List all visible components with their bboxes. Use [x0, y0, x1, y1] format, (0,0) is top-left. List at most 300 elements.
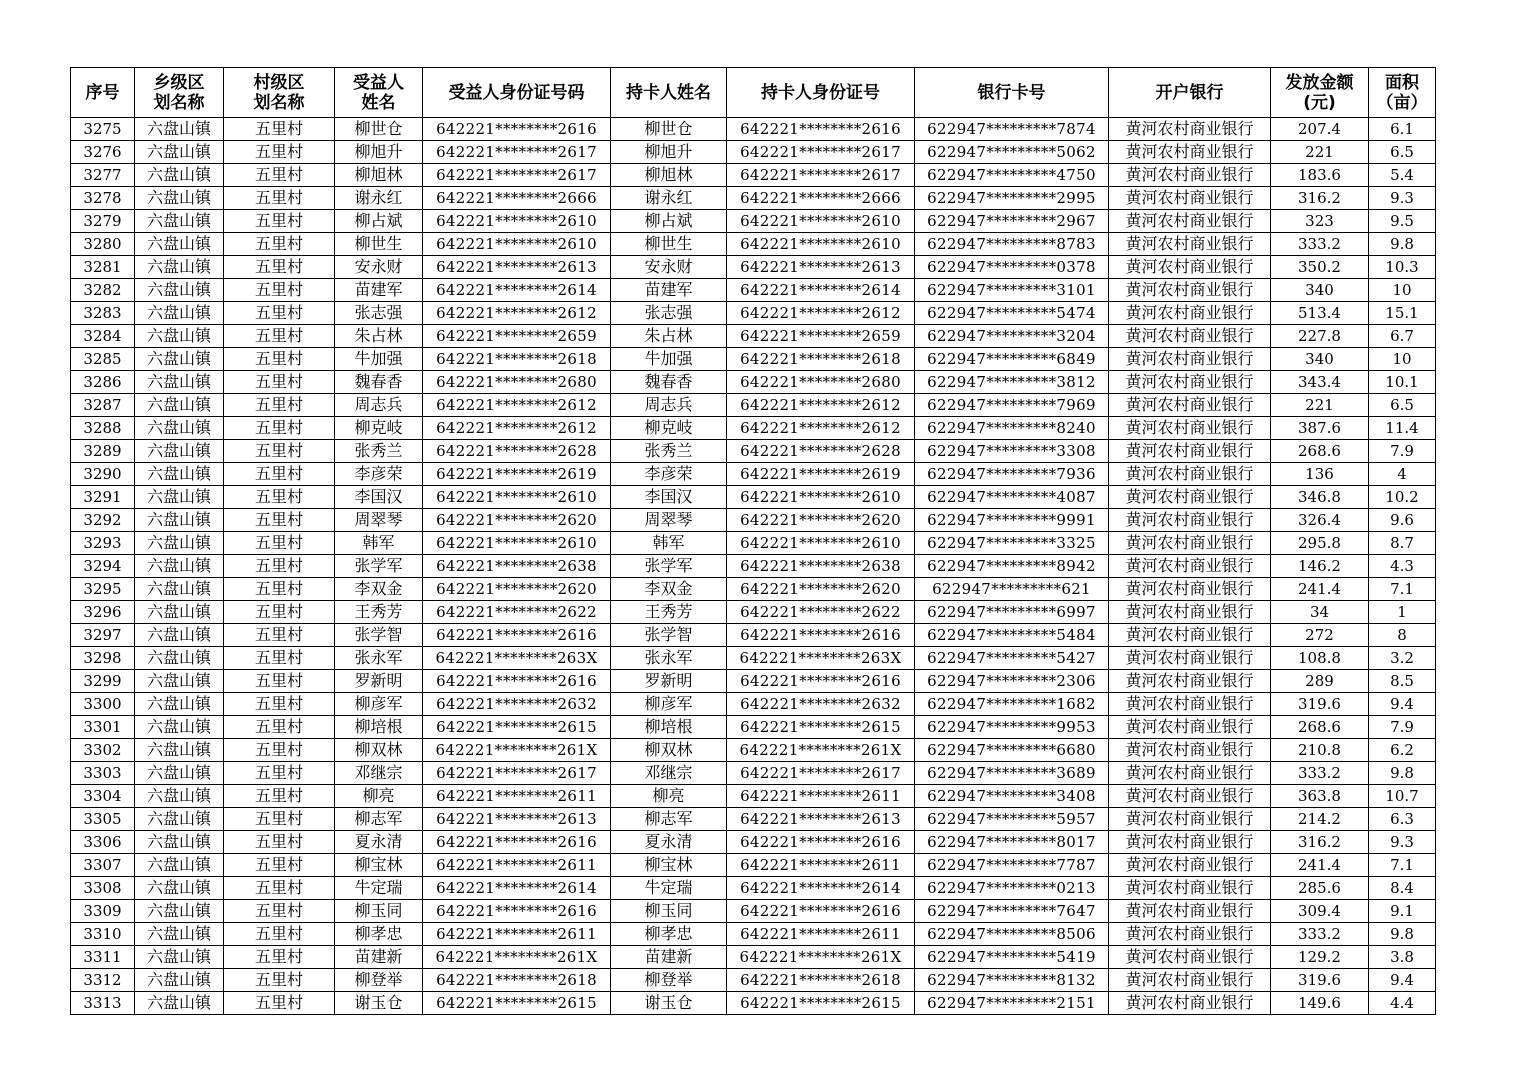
cell-bank: 黄河农村商业银行	[1109, 164, 1271, 187]
cell-village: 五里村	[224, 555, 335, 578]
cell-bank: 黄河农村商业银行	[1109, 325, 1271, 348]
cell-village: 五里村	[224, 946, 335, 969]
cell-cardholder-id: 642221********2610	[727, 532, 915, 555]
cell-amount: 272	[1271, 624, 1369, 647]
cell-area: 1	[1369, 601, 1436, 624]
cell-cardholder-id: 642221********261X	[727, 739, 915, 762]
cell-seq-no: 3290	[71, 463, 135, 486]
cell-amount: 289	[1271, 670, 1369, 693]
cell-seq-no: 3298	[71, 647, 135, 670]
cell-area: 10	[1369, 348, 1436, 371]
cell-cardholder-id: 642221********2616	[727, 670, 915, 693]
cell-bank: 黄河农村商业银行	[1109, 923, 1271, 946]
cell-cardholder-id: 642221********2611	[727, 854, 915, 877]
cell-village: 五里村	[224, 854, 335, 877]
cell-amount: 268.6	[1271, 440, 1369, 463]
cell-seq-no: 3277	[71, 164, 135, 187]
cell-seq-no: 3301	[71, 716, 135, 739]
cell-cardholder-id: 642221********2614	[727, 877, 915, 900]
cell-beneficiary-id: 642221********2622	[423, 601, 611, 624]
cell-amount: 343.4	[1271, 371, 1369, 394]
cell-township: 六盘山镇	[135, 900, 224, 923]
table-row	[71, 739, 1436, 762]
cell-township: 六盘山镇	[135, 785, 224, 808]
cell-beneficiary-name: 李双金	[335, 578, 423, 601]
cell-village: 五里村	[224, 486, 335, 509]
cell-amount: 285.6	[1271, 877, 1369, 900]
cell-beneficiary-id: 642221********2620	[423, 578, 611, 601]
cell-cardholder-id: 642221********2616	[727, 831, 915, 854]
cell-bank-card-no: 622947*********8506	[915, 923, 1109, 946]
cell-beneficiary-name: 魏春香	[335, 371, 423, 394]
table-row	[71, 555, 1436, 578]
cell-bank-card-no: 622947*********3308	[915, 440, 1109, 463]
cell-beneficiary-name: 邓继宗	[335, 762, 423, 785]
cell-area: 6.3	[1369, 808, 1436, 831]
table-row	[71, 601, 1436, 624]
cell-bank-card-no: 622947*********6680	[915, 739, 1109, 762]
cell-bank: 黄河农村商业银行	[1109, 739, 1271, 762]
cell-village: 五里村	[224, 969, 335, 992]
cell-amount: 241.4	[1271, 578, 1369, 601]
cell-village: 五里村	[224, 371, 335, 394]
cell-seq-no: 3302	[71, 739, 135, 762]
cell-village: 五里村	[224, 923, 335, 946]
cell-bank-card-no: 622947*********5484	[915, 624, 1109, 647]
cell-cardholder-id: 642221********2620	[727, 578, 915, 601]
cell-beneficiary-name: 苗建新	[335, 946, 423, 969]
cell-bank: 黄河农村商业银行	[1109, 808, 1271, 831]
cell-bank-card-no: 622947*********6997	[915, 601, 1109, 624]
cell-beneficiary-id: 642221********2618	[423, 969, 611, 992]
table-row	[71, 118, 1436, 141]
column-header-township	[135, 68, 224, 118]
column-header-line: 面积	[1385, 72, 1419, 93]
cell-township: 六盘山镇	[135, 233, 224, 256]
cell-village: 五里村	[224, 325, 335, 348]
cell-seq-no: 3289	[71, 440, 135, 463]
table-row	[71, 141, 1436, 164]
cell-cardholder-id: 642221********2610	[727, 233, 915, 256]
column-header-line: 发放金额	[1285, 72, 1354, 93]
table-row	[71, 325, 1436, 348]
cell-village: 五里村	[224, 187, 335, 210]
cell-cardholder-name: 柳世仓	[611, 118, 727, 141]
cell-beneficiary-name: 柳世生	[335, 233, 423, 256]
cell-bank-card-no: 622947*********4750	[915, 164, 1109, 187]
table-row	[71, 509, 1436, 532]
table-row	[71, 417, 1436, 440]
cell-bank: 黄河农村商业银行	[1109, 946, 1271, 969]
column-header-line: （亩）	[1376, 92, 1428, 113]
cell-amount: 346.8	[1271, 486, 1369, 509]
cell-township: 六盘山镇	[135, 532, 224, 555]
cell-cardholder-id: 642221********2638	[727, 555, 915, 578]
cell-beneficiary-name: 牛加强	[335, 348, 423, 371]
column-header-village	[224, 68, 335, 118]
cell-cardholder-name: 牛加强	[611, 348, 727, 371]
cell-amount: 333.2	[1271, 762, 1369, 785]
cell-area: 3.8	[1369, 946, 1436, 969]
cell-beneficiary-id: 642221********2616	[423, 624, 611, 647]
cell-township: 六盘山镇	[135, 509, 224, 532]
cell-village: 五里村	[224, 279, 335, 302]
cell-township: 六盘山镇	[135, 256, 224, 279]
cell-area: 10.7	[1369, 785, 1436, 808]
cell-beneficiary-id: 642221********2611	[423, 923, 611, 946]
cell-seq-no: 3287	[71, 394, 135, 417]
cell-beneficiary-name: 周翠琴	[335, 509, 423, 532]
cell-beneficiary-name: 柳旭林	[335, 164, 423, 187]
cell-cardholder-id: 642221********2610	[727, 210, 915, 233]
cell-bank: 黄河农村商业银行	[1109, 900, 1271, 923]
cell-area: 7.9	[1369, 440, 1436, 463]
cell-village: 五里村	[224, 900, 335, 923]
cell-cardholder-name: 李双金	[611, 578, 727, 601]
cell-bank: 黄河农村商业银行	[1109, 578, 1271, 601]
cell-area: 8.4	[1369, 877, 1436, 900]
cell-seq-no: 3291	[71, 486, 135, 509]
cell-beneficiary-id: 642221********2613	[423, 808, 611, 831]
cell-area: 9.6	[1369, 509, 1436, 532]
cell-beneficiary-name: 柳克岐	[335, 417, 423, 440]
cell-amount: 207.4	[1271, 118, 1369, 141]
cell-beneficiary-id: 642221********2616	[423, 900, 611, 923]
cell-area: 4	[1369, 463, 1436, 486]
cell-area: 9.8	[1369, 762, 1436, 785]
cell-seq-no: 3288	[71, 417, 135, 440]
cell-cardholder-name: 王秀芳	[611, 601, 727, 624]
cell-area: 7.1	[1369, 578, 1436, 601]
cell-bank-card-no: 622947*********2995	[915, 187, 1109, 210]
cell-cardholder-id: 642221********2620	[727, 509, 915, 532]
cell-bank-card-no: 622947*********9991	[915, 509, 1109, 532]
cell-beneficiary-name: 李国汉	[335, 486, 423, 509]
table-body	[71, 118, 1436, 1015]
cell-village: 五里村	[224, 394, 335, 417]
column-header-seq-no	[71, 68, 135, 118]
cell-amount: 340	[1271, 348, 1369, 371]
cell-cardholder-name: 柳占斌	[611, 210, 727, 233]
cell-village: 五里村	[224, 509, 335, 532]
cell-beneficiary-name: 安永财	[335, 256, 423, 279]
cell-beneficiary-id: 642221********2610	[423, 532, 611, 555]
table-row	[71, 877, 1436, 900]
cell-beneficiary-name: 周志兵	[335, 394, 423, 417]
cell-cardholder-name: 周翠琴	[611, 509, 727, 532]
cell-area: 10.1	[1369, 371, 1436, 394]
cell-cardholder-name: 柳旭林	[611, 164, 727, 187]
cell-beneficiary-id: 642221********2611	[423, 854, 611, 877]
cell-beneficiary-name: 谢永红	[335, 187, 423, 210]
cell-bank: 黄河农村商业银行	[1109, 532, 1271, 555]
table-row	[71, 463, 1436, 486]
cell-bank-card-no: 622947*********2306	[915, 670, 1109, 693]
table-row	[71, 670, 1436, 693]
cell-bank: 黄河农村商业银行	[1109, 394, 1271, 417]
cell-beneficiary-name: 张志强	[335, 302, 423, 325]
cell-area: 9.8	[1369, 923, 1436, 946]
cell-bank: 黄河农村商业银行	[1109, 785, 1271, 808]
cell-seq-no: 3305	[71, 808, 135, 831]
cell-seq-no: 3303	[71, 762, 135, 785]
cell-amount: 221	[1271, 394, 1369, 417]
cell-cardholder-name: 张学智	[611, 624, 727, 647]
column-header-line: 持卡人姓名	[626, 82, 711, 103]
cell-cardholder-name: 柳双林	[611, 739, 727, 762]
cell-seq-no: 3296	[71, 601, 135, 624]
cell-cardholder-name: 柳玉同	[611, 900, 727, 923]
cell-bank: 黄河农村商业银行	[1109, 463, 1271, 486]
cell-bank: 黄河农村商业银行	[1109, 279, 1271, 302]
cell-amount: 136	[1271, 463, 1369, 486]
cell-cardholder-id: 642221********2628	[727, 440, 915, 463]
column-header-bank	[1109, 68, 1271, 118]
table-row	[71, 854, 1436, 877]
cell-village: 五里村	[224, 877, 335, 900]
subsidy-table-container	[70, 67, 1436, 1015]
cell-bank: 黄河农村商业银行	[1109, 371, 1271, 394]
cell-cardholder-id: 642221********2616	[727, 900, 915, 923]
cell-beneficiary-name: 王秀芳	[335, 601, 423, 624]
cell-bank-card-no: 622947*********0213	[915, 877, 1109, 900]
cell-cardholder-id: 642221********263X	[727, 647, 915, 670]
table-row	[71, 486, 1436, 509]
cell-beneficiary-name: 柳玉同	[335, 900, 423, 923]
cell-area: 9.3	[1369, 831, 1436, 854]
cell-township: 六盘山镇	[135, 969, 224, 992]
cell-village: 五里村	[224, 831, 335, 854]
table-row	[71, 785, 1436, 808]
cell-bank-card-no: 622947*********7936	[915, 463, 1109, 486]
cell-beneficiary-name: 李彦荣	[335, 463, 423, 486]
cell-bank: 黄河农村商业银行	[1109, 187, 1271, 210]
cell-beneficiary-id: 642221********2612	[423, 417, 611, 440]
cell-cardholder-name: 罗新明	[611, 670, 727, 693]
cell-amount: 146.2	[1271, 555, 1369, 578]
cell-bank: 黄河农村商业银行	[1109, 854, 1271, 877]
cell-seq-no: 3292	[71, 509, 135, 532]
cell-village: 五里村	[224, 302, 335, 325]
cell-beneficiary-id: 642221********2680	[423, 371, 611, 394]
table-row	[71, 969, 1436, 992]
cell-area: 4.4	[1369, 992, 1436, 1015]
cell-bank: 黄河农村商业银行	[1109, 831, 1271, 854]
cell-amount: 227.8	[1271, 325, 1369, 348]
cell-beneficiary-id: 642221********2616	[423, 831, 611, 854]
cell-seq-no: 3299	[71, 670, 135, 693]
cell-area: 5.4	[1369, 164, 1436, 187]
cell-bank-card-no: 622947*********9953	[915, 716, 1109, 739]
cell-township: 六盘山镇	[135, 302, 224, 325]
cell-cardholder-id: 642221********261X	[727, 946, 915, 969]
cell-cardholder-name: 牛定瑞	[611, 877, 727, 900]
cell-seq-no: 3304	[71, 785, 135, 808]
cell-beneficiary-id: 642221********2615	[423, 716, 611, 739]
column-header-line: 银行卡号	[977, 82, 1046, 103]
cell-seq-no: 3283	[71, 302, 135, 325]
cell-beneficiary-id: 642221********2611	[423, 785, 611, 808]
cell-area: 3.2	[1369, 647, 1436, 670]
cell-bank: 黄河农村商业银行	[1109, 647, 1271, 670]
cell-cardholder-id: 642221********2666	[727, 187, 915, 210]
cell-area: 8.5	[1369, 670, 1436, 693]
cell-beneficiary-name: 柳双林	[335, 739, 423, 762]
cell-amount: 34	[1271, 601, 1369, 624]
cell-village: 五里村	[224, 624, 335, 647]
subsidy-distribution-table	[70, 67, 1436, 1015]
cell-bank: 黄河农村商业银行	[1109, 716, 1271, 739]
cell-beneficiary-id: 642221********261X	[423, 946, 611, 969]
table-row	[71, 923, 1436, 946]
cell-amount: 340	[1271, 279, 1369, 302]
cell-area: 6.5	[1369, 394, 1436, 417]
cell-beneficiary-name: 柳宝林	[335, 854, 423, 877]
cell-bank: 黄河农村商业银行	[1109, 762, 1271, 785]
cell-area: 9.8	[1369, 233, 1436, 256]
cell-village: 五里村	[224, 578, 335, 601]
cell-beneficiary-name: 张学智	[335, 624, 423, 647]
table-row	[71, 532, 1436, 555]
table-row	[71, 394, 1436, 417]
cell-bank: 黄河农村商业银行	[1109, 210, 1271, 233]
cell-cardholder-name: 张学军	[611, 555, 727, 578]
cell-cardholder-id: 642221********2613	[727, 256, 915, 279]
cell-seq-no: 3311	[71, 946, 135, 969]
cell-bank-card-no: 622947*********7647	[915, 900, 1109, 923]
cell-beneficiary-name: 柳登举	[335, 969, 423, 992]
cell-seq-no: 3308	[71, 877, 135, 900]
cell-bank-card-no: 622947*********3812	[915, 371, 1109, 394]
cell-seq-no: 3307	[71, 854, 135, 877]
column-header-line: 划名称	[253, 92, 305, 113]
cell-beneficiary-id: 642221********2638	[423, 555, 611, 578]
cell-township: 六盘山镇	[135, 946, 224, 969]
cell-area: 8	[1369, 624, 1436, 647]
cell-beneficiary-id: 642221********2666	[423, 187, 611, 210]
cell-township: 六盘山镇	[135, 555, 224, 578]
cell-amount: 316.2	[1271, 831, 1369, 854]
cell-amount: 363.8	[1271, 785, 1369, 808]
cell-bank: 黄河农村商业银行	[1109, 624, 1271, 647]
cell-cardholder-name: 张秀兰	[611, 440, 727, 463]
cell-bank: 黄河农村商业银行	[1109, 601, 1271, 624]
cell-bank-card-no: 622947*********7787	[915, 854, 1109, 877]
cell-bank-card-no: 622947*********4087	[915, 486, 1109, 509]
cell-cardholder-name: 柳孝忠	[611, 923, 727, 946]
cell-village: 五里村	[224, 601, 335, 624]
cell-bank: 黄河农村商业银行	[1109, 509, 1271, 532]
column-header-line: 序号	[85, 82, 120, 103]
cell-amount: 149.6	[1271, 992, 1369, 1015]
cell-cardholder-id: 642221********2612	[727, 394, 915, 417]
cell-area: 6.1	[1369, 118, 1436, 141]
cell-beneficiary-id: 642221********2613	[423, 256, 611, 279]
table-row	[71, 647, 1436, 670]
cell-seq-no: 3282	[71, 279, 135, 302]
cell-area: 10.3	[1369, 256, 1436, 279]
cell-cardholder-id: 642221********2618	[727, 969, 915, 992]
cell-amount: 221	[1271, 141, 1369, 164]
cell-bank-card-no: 622947*********0378	[915, 256, 1109, 279]
table-row	[71, 187, 1436, 210]
cell-bank-card-no: 622947*********3101	[915, 279, 1109, 302]
cell-beneficiary-name: 柳世仓	[335, 118, 423, 141]
cell-cardholder-name: 夏永清	[611, 831, 727, 854]
cell-beneficiary-name: 张秀兰	[335, 440, 423, 463]
cell-beneficiary-id: 642221********263X	[423, 647, 611, 670]
cell-cardholder-id: 642221********2659	[727, 325, 915, 348]
cell-township: 六盘山镇	[135, 187, 224, 210]
cell-township: 六盘山镇	[135, 371, 224, 394]
column-header-line: 村级区	[253, 72, 305, 93]
cell-cardholder-name: 谢玉仓	[611, 992, 727, 1015]
cell-area: 6.2	[1369, 739, 1436, 762]
cell-cardholder-id: 642221********2615	[727, 992, 915, 1015]
cell-village: 五里村	[224, 762, 335, 785]
table-row	[71, 762, 1436, 785]
cell-cardholder-name: 柳亮	[611, 785, 727, 808]
cell-township: 六盘山镇	[135, 348, 224, 371]
cell-village: 五里村	[224, 716, 335, 739]
cell-township: 六盘山镇	[135, 279, 224, 302]
cell-amount: 350.2	[1271, 256, 1369, 279]
cell-village: 五里村	[224, 647, 335, 670]
cell-township: 六盘山镇	[135, 486, 224, 509]
cell-township: 六盘山镇	[135, 118, 224, 141]
cell-cardholder-name: 柳世生	[611, 233, 727, 256]
cell-beneficiary-name: 柳亮	[335, 785, 423, 808]
cell-area: 6.7	[1369, 325, 1436, 348]
cell-bank-card-no: 622947*********621	[915, 578, 1109, 601]
cell-cardholder-id: 642221********2618	[727, 348, 915, 371]
cell-township: 六盘山镇	[135, 808, 224, 831]
cell-bank-card-no: 622947*********8783	[915, 233, 1109, 256]
cell-township: 六盘山镇	[135, 210, 224, 233]
cell-seq-no: 3284	[71, 325, 135, 348]
column-header-cardholder-name	[611, 68, 727, 118]
cell-bank-card-no: 622947*********8942	[915, 555, 1109, 578]
table-row	[71, 992, 1436, 1015]
cell-beneficiary-id: 642221********2612	[423, 302, 611, 325]
cell-village: 五里村	[224, 463, 335, 486]
cell-cardholder-id: 642221********2619	[727, 463, 915, 486]
table-row	[71, 256, 1436, 279]
cell-township: 六盘山镇	[135, 624, 224, 647]
cell-beneficiary-name: 张永军	[335, 647, 423, 670]
cell-amount: 323	[1271, 210, 1369, 233]
cell-beneficiary-id: 642221********2612	[423, 394, 611, 417]
cell-bank-card-no: 622947*********1682	[915, 693, 1109, 716]
table-row	[71, 900, 1436, 923]
cell-bank: 黄河农村商业银行	[1109, 302, 1271, 325]
cell-seq-no: 3286	[71, 371, 135, 394]
cell-cardholder-id: 642221********2611	[727, 785, 915, 808]
table-row	[71, 233, 1436, 256]
cell-cardholder-name: 柳宝林	[611, 854, 727, 877]
cell-seq-no: 3300	[71, 693, 135, 716]
cell-village: 五里村	[224, 233, 335, 256]
cell-bank-card-no: 622947*********7874	[915, 118, 1109, 141]
cell-bank: 黄河农村商业银行	[1109, 233, 1271, 256]
cell-cardholder-id: 642221********2617	[727, 164, 915, 187]
table-row	[71, 348, 1436, 371]
cell-seq-no: 3285	[71, 348, 135, 371]
cell-beneficiary-id: 642221********261X	[423, 739, 611, 762]
cell-township: 六盘山镇	[135, 670, 224, 693]
cell-area: 9.4	[1369, 693, 1436, 716]
cell-amount: 108.8	[1271, 647, 1369, 670]
